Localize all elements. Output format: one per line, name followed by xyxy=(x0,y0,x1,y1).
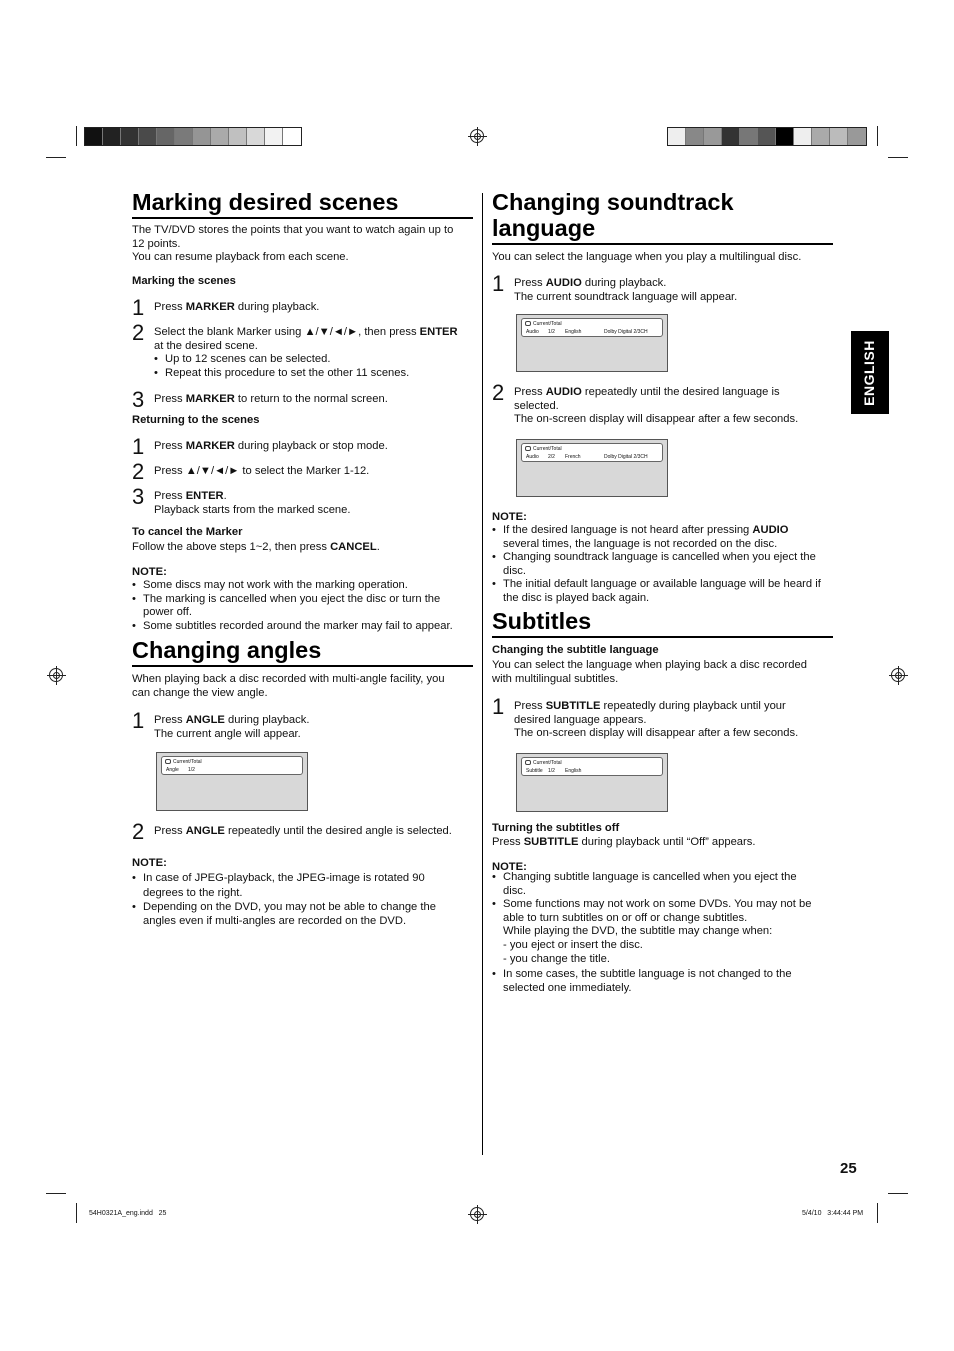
angles-title: Changing angles xyxy=(132,637,473,667)
soundtrack-title: Changing soundtrack language xyxy=(492,189,833,245)
soundtrack-notes: • If the desired language is not heard after pressing AUDIO several times, the language is not recorded on the disc. • Changing soundtrack language is cancelled when you eject the disc. • The initial default language or available language will be heard if the disc is played back again. xyxy=(492,524,837,606)
osd-bar: Current/Total Subtitle 1/2 English xyxy=(521,757,663,776)
marking-note-label: NOTE: xyxy=(132,566,167,578)
crop-mark xyxy=(76,126,77,146)
audio-icon xyxy=(525,321,531,326)
crop-mark xyxy=(877,126,878,146)
marking-title: Marking desired scenes xyxy=(132,189,473,219)
angle-icon xyxy=(165,759,171,764)
marking-intro: The TV/DVD stores the points that you want to watch again up to 12 points. You can resume playback from each scene. xyxy=(132,224,454,264)
angles-notes: • In case of JPEG-playback, the JPEG-image is rotated 90 degrees to the right. • Depending on the DVD, you may not be able to change the angles even if multi-angles are recorded on the DVD. xyxy=(132,871,477,928)
color-bar-left xyxy=(84,127,302,146)
registration-mark-icon xyxy=(470,129,484,143)
footer-file: 54H0321A_eng.indd 25 xyxy=(89,1210,167,1217)
returning-subheading: Returning to the scenes xyxy=(132,414,260,426)
subtitles-note-label: NOTE: xyxy=(492,861,527,873)
audio-icon xyxy=(525,446,531,451)
subtitles-off-subheading: Turning the subtitles off xyxy=(492,822,620,834)
crop-mark xyxy=(76,1203,77,1223)
subtitles-notes: • Changing subtitle language is cancelled when you eject the disc. • Some functions may not work on some DVDs. You may not be able to turn subtitles on or off or change subtitles. While playing the DVD, the subtitle may change when: - you eject or insert the disc. - you change the title. • In some cases, the subtitle language is not changed to the selected one immediately. xyxy=(492,871,837,995)
cancel-text: Follow the above steps 1~2, then press CANCEL. xyxy=(132,541,380,553)
subtitle-icon xyxy=(525,760,531,765)
marking-notes: • Some discs may not work with the marking operation. • The marking is cancelled when you eject the disc or turn the power off. • Some subtitles recorded around the marker may fail to appear. xyxy=(132,579,477,633)
page-number: 25 xyxy=(840,1160,857,1177)
registration-mark-icon xyxy=(49,668,63,682)
cancel-subheading: To cancel the Marker xyxy=(132,526,243,538)
registration-mark-icon xyxy=(891,668,905,682)
crop-mark xyxy=(46,157,66,158)
osd-bar: Current/Total Audio 2/2 French Dolby Digital 2/3CH xyxy=(521,443,663,462)
subtitles-title: Subtitles xyxy=(492,608,833,638)
column-divider xyxy=(482,193,483,1155)
subtitles-off-text: Press SUBTITLE during playback until “Off” appears. xyxy=(492,836,756,848)
soundtrack-intro: You can select the language when you play a multilingual disc. xyxy=(492,251,802,263)
crop-mark xyxy=(877,1203,878,1223)
soundtrack-note-label: NOTE: xyxy=(492,511,527,523)
audio-osd-screen-1 xyxy=(516,314,668,372)
subtitle-osd-screen xyxy=(516,753,668,812)
angles-note-label: NOTE: xyxy=(132,857,167,869)
audio-osd-screen-2 xyxy=(516,439,668,497)
crop-mark xyxy=(888,157,908,158)
subtitles-intro: You can select the language when playing back a disc recorded with multilingual subtitles. xyxy=(492,659,807,685)
footer-datetime: 5/4/10 3:44:44 PM xyxy=(802,1210,864,1217)
subtitle-subheading: Changing the subtitle language xyxy=(492,644,659,656)
angles-intro: When playing back a disc recorded with multi-angle facility, you can change the view angle. xyxy=(132,673,445,699)
language-tab: ENGLISH xyxy=(851,331,889,414)
color-bar-right xyxy=(667,127,867,146)
osd-bar: Current/Total Angle 1/2 xyxy=(161,756,303,775)
angle-osd-screen xyxy=(156,752,308,811)
crop-mark xyxy=(46,1193,66,1194)
registration-mark-icon xyxy=(470,1207,484,1221)
crop-mark xyxy=(888,1193,908,1194)
marking-subheading: Marking the scenes xyxy=(132,275,236,287)
osd-bar: Current/Total Audio 1/2 English Dolby Digital 2/3CH xyxy=(521,318,663,337)
